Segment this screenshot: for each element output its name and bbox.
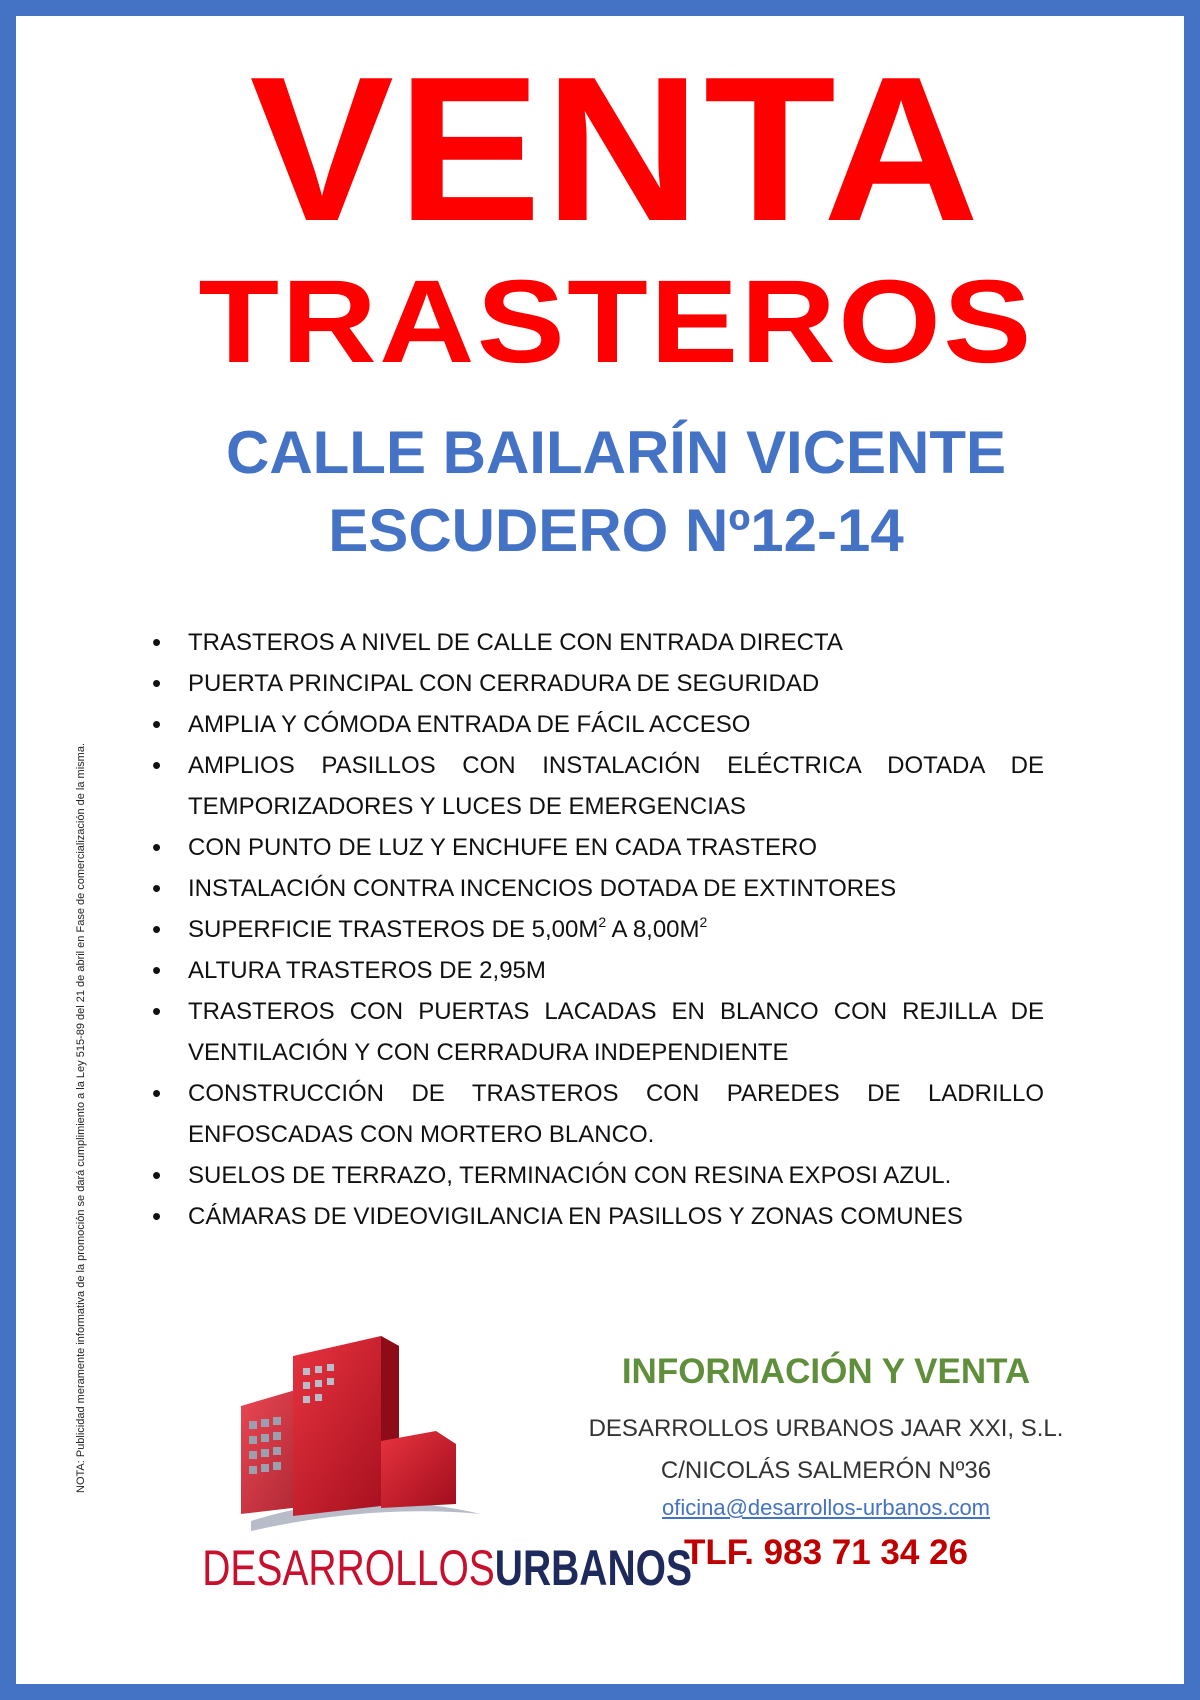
- contact-block: [576, 1348, 1076, 1574]
- logo-word-2: URBANOS: [494, 1540, 692, 1596]
- address-line-2: ESCUDERO Nº12-14: [328, 497, 904, 564]
- address-block: [16, 414, 1200, 570]
- feature-item: • TRASTEROS CON PUERTAS LACADAS EN BLANCO CON REJILLA DE VENTILACIÓN Y CON CERRADURA INDEPENDIENTE: [146, 991, 1044, 1073]
- feature-item: • PUERTA PRINCIPAL CON CERRADURA DE SEGURIDAD: [146, 663, 1044, 704]
- feature-item: • AMPLIA Y CÓMODA ENTRADA DE FÁCIL ACCESO: [146, 704, 1044, 745]
- headline-title: VENTA: [249, 34, 983, 264]
- email-link[interactable]: oficina@desarrollos-urbanos.com: [661, 1495, 991, 1520]
- logo-wordmark: [202, 1540, 692, 1596]
- logo-word-1: DESARROLLOS: [202, 1540, 495, 1596]
- company-street: C/NICOLÁS SALMERÓN Nº36: [660, 1457, 992, 1484]
- feature-item: • SUPERFICIE TRASTEROS DE $5,00M^2$ A $8,00M^2$: [146, 909, 1044, 950]
- feature-item: • ALTURA TRASTEROS DE 2,95M: [146, 950, 1044, 991]
- company-logo: [156, 1336, 692, 1596]
- feature-item: • SUELOS DE TERRAZO, TERMINACIÓN CON RESINA EXPOSI AZUL.: [146, 1155, 1044, 1196]
- company-name: DESARROLLOS URBANOS JAAR XXI, S.L.: [588, 1415, 1064, 1442]
- feature-item: • CON PUNTO DE LUZ Y ENCHUFE EN CADA TRASTERO: [146, 827, 1044, 868]
- feature-item: • CÁMARAS DE VIDEOVIGILANCIA EN PASILLOS Y ZONAS COMUNES: [146, 1196, 1044, 1237]
- phone-number: TLF. 983 71 34 26: [683, 1533, 969, 1572]
- feature-item: • CONSTRUCCIÓN DE TRASTEROS CON PAREDES DE LADRILLO ENFOSCADAS CON MORTERO BLANCO.: [146, 1073, 1044, 1155]
- feature-item: • INSTALACIÓN CONTRA INCENCIOS DOTADA DE EXTINTORES: [146, 868, 1044, 909]
- legal-side-note: NOTA: Publicidad meramente informativa de la promoción se dará cumplimiento a la Ley 515-89 del 21 de abril en Fase de comercialización de la misma.: [75, 743, 87, 1493]
- features-list: [146, 622, 1044, 1237]
- contact-heading: INFORMACIÓN Y VENTA: [621, 1352, 1031, 1391]
- feature-item: • AMPLIOS PASILLOS CON INSTALACIÓN ELÉCTRICA DOTADA DE TEMPORIZADORES Y LUCES DE EMERGENCIAS: [146, 745, 1044, 827]
- buildings-logo-icon: [231, 1336, 491, 1536]
- address-line-1: CALLE BAILARÍN VICENTE: [226, 419, 1006, 486]
- feature-item: • TRASTEROS A NIVEL DE CALLE CON ENTRADA DIRECTA: [146, 622, 1044, 663]
- headline-subtitle: TRASTEROS: [198, 256, 1034, 388]
